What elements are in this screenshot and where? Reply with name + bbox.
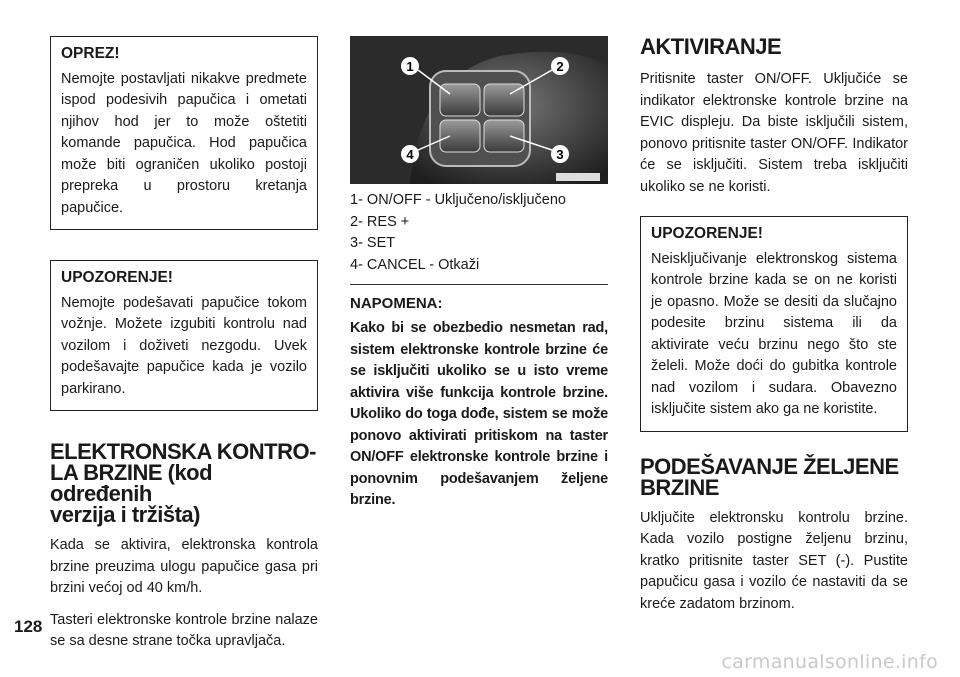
column-right xyxy=(640,36,908,625)
legend-item: 4- CANCEL - Otkaži xyxy=(350,256,480,273)
steering-wheel-buttons-illustration xyxy=(350,36,608,184)
page-number: 128 xyxy=(14,617,43,636)
paragraph-set-speed: Uključite elektronsku kontrolu brzine. Kada vozilo postigne željenu brzinu, kratko pritisnite taster SET (-). Pustite papučicu gasa i vozilo će nastaviti da se kreće zadatom brzinom. xyxy=(640,509,908,612)
figure-legend xyxy=(350,190,608,276)
caution-box xyxy=(50,36,318,230)
steering-wheel-buttons-photo xyxy=(350,36,608,184)
column-left xyxy=(50,36,318,663)
section-heading-set-speed: PODEŠAVANJE ŽELJENE BRZINE xyxy=(640,453,899,500)
paragraph-activation: Pritisnite taster ON/OFF. Uključiće se indikator elektronske kontrole brzine na EVIC displeju. Da biste isključili sistem, ponovo pritisnite taster ON/OFF. Indikator će se isključiti. Sistem treba isključiti ukoliko se ne koristi. xyxy=(640,71,908,195)
legend-item: 1- ON/OFF - Uključeno/isključeno xyxy=(350,192,566,208)
section-heading-activation: AKTIVIRANJE xyxy=(640,34,782,59)
column-middle xyxy=(350,36,608,512)
callout-4: 4 xyxy=(406,147,414,162)
paragraph-cruise-intro: Kada se aktivira, elektronska kontrola brzine preuzima ulogu papučice gasa pri brzini većoj od 40 km/h. xyxy=(50,537,318,596)
warning-box-cruise xyxy=(640,216,908,432)
warning-title: UPOZORENJE! xyxy=(61,269,173,286)
callout-3: 3 xyxy=(556,147,564,162)
section-heading-cruise-control: ELEKTRONSKA KONTRO- LA BRZINE (kod određenih verzija i tržišta) xyxy=(50,439,316,527)
watermark: carmanualsonline.info xyxy=(721,651,938,673)
warning-text: Nemojte podešavati papučice tokom vožnje. Možete izgubiti kontrolu nad vozilom i doživeti nezgodu. Uvek podešavajte papučice kada je vozilo parkirano. xyxy=(61,294,307,397)
paragraph-cruise-buttons: Tasteri elektronske kontrole brzine nalaze se sa desne strane točka upravljača. xyxy=(50,611,318,649)
legend-item: 3- SET xyxy=(350,235,396,251)
note-text: Kako bi se obezbedio nesmetan rad, sistem elektronske kontrole brzine će se isključiti ukoliko se u isto vreme aktivira više funkcija kontrole brzine. Ukoliko do toga dođe, sistem se može ponovo aktivirati pritiskom na taster ON/OFF elektronske kontrole brzine i ponovnim podešavanjem željene brzine. xyxy=(350,320,608,508)
warning-title: UPOZORENJE! xyxy=(651,225,763,242)
callout-1: 1 xyxy=(406,59,414,74)
warning-box-pedals xyxy=(50,260,318,411)
caution-title: OPREZ! xyxy=(61,45,120,62)
caution-text: Nemojte postavljati nikakve predmete ispod podesivih papučica i ometati njihov hod jer to može oštetiti komande papučica. Hod papučica može biti ograničen ukoliko postoji prepreka u prostoru kretanja papučice. xyxy=(61,70,307,216)
callout-2: 2 xyxy=(556,59,564,74)
divider xyxy=(350,284,608,285)
legend-item: 2- RES + xyxy=(350,213,410,230)
warning-text: Neisključivanje elektronskog sistema kontrole brzine kada se on ne koristi je opasno. Može se desiti da slučajno podesite brzinu sistema ili da aktivirate veću brzinu nego što ste želeli. Može doći do gubitka kontrole nad vozilom i sudara. Obavezno isključite sistem ako ga ne koristite. xyxy=(651,250,897,417)
note-title: NAPOMENA: xyxy=(350,295,443,312)
